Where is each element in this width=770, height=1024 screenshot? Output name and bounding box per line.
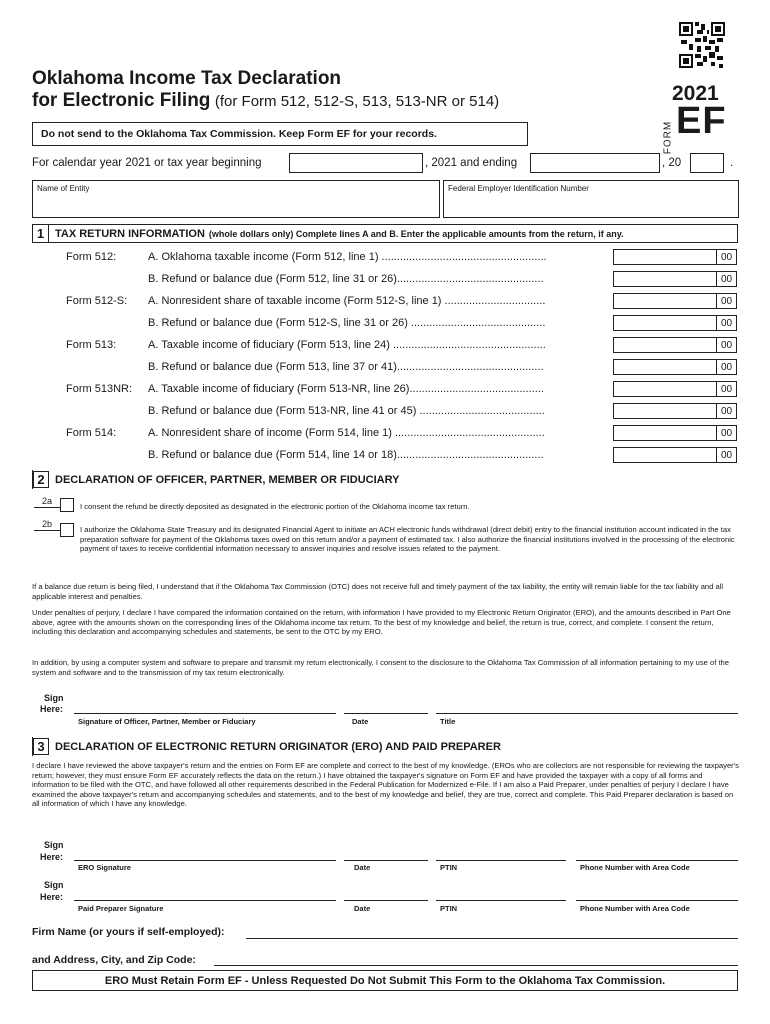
amount-input[interactable] [613,271,737,287]
cents-label: 00 [716,447,736,463]
tax-year-end-input[interactable] [530,153,660,173]
cents-label: 00 [716,337,736,353]
ero-signature-caption: ERO Signature [78,863,131,872]
officer-date-caption: Date [352,717,369,726]
row-line-label: A. Taxable income of fiduciary (Form 513-NR, line 26)............................................ [148,383,544,395]
qr-code-icon [679,22,725,68]
ero-phone-caption: Phone Number with Area Code [580,863,690,872]
fein-field[interactable] [443,180,739,218]
section3-header [32,737,738,756]
tax-year: 2021 [672,82,719,105]
period-lead-label: For calendar year 2021 or tax year beginning [32,157,262,169]
entity-name-label: Name of Entity [37,184,90,193]
fein-label: Federal Employer Identification Number [448,184,589,193]
officer-title-caption: Title [440,717,456,726]
cents-label: 00 [716,293,736,309]
preparer-date-caption: Date [354,904,371,913]
tax-year-end-suffix-input[interactable] [690,153,724,173]
consent-2b-text: I authorize the Oklahoma State Treasury and its designated Financial Agent to initiate an ACH electronic funds withdrawal (direct debit) entry to the financial institution account indicated in the tax preparation software for payment of the Oklahoma taxes owed on this return and/or a payment of estimated tax. I also authorize the financial institutions involved in the processing of the electronic payment of taxes to receive confidential information necessary to answer inquiries and resolve issues related to the payment. [80,525,735,554]
ero-ptin-caption: PTIN [440,863,458,872]
amount-input[interactable] [613,315,737,331]
preparer-here-label: Here: [40,892,64,902]
ero-ptin-line[interactable] [436,860,566,861]
form-title-forms: (for Form 512, 512-S, 513, 513-NR or 514) [214,93,500,110]
ero-here-label: Here: [40,852,64,862]
amount-input[interactable] [613,249,737,265]
amount-input[interactable] [613,359,737,375]
cents-label: 00 [716,403,736,419]
ero-declaration-paragraph: I declare I have reviewed the above taxpayer's return and the entries on Form EF are complete and correct to the best of my knowledge. (EROs who are collectors are not responsible for reviewing the taxpayer's return; however, they must ensure Form EF accurately reflects the data on the return.) I have obtained the taxpayer's signature on Form EF and have provided the taxpayer with a copy of all forms and information to be filed with the OTC, and have followed all other requirements described in the Federal Publication for Modernized e-File. If I am also a Paid Preparer, under penalties of perjury I declare I have examined the above taxpayer's return and accompanying schedules and statements, and to the best of my knowledge and belief, they are true, correct and complete. This Paid Preparer declaration is based on all information of which I have any knowledge. [32,761,739,809]
ero-sign-label: Sign [44,840,64,850]
entity-name-field[interactable] [32,180,440,218]
officer-date-line[interactable] [344,713,428,714]
section1-title: TAX RETURN INFORMATION [55,227,205,240]
cents-label: 00 [716,315,736,331]
ero-phone-line[interactable] [576,860,738,861]
ero-retain-footer: ERO Must Retain Form EF - Unless Requested Do Not Submit This Form to the Oklahoma Tax Commission. [32,970,738,991]
period-dot: . [730,157,734,169]
row-line-label: A. Taxable income of fiduciary (Form 513, line 24) .................................................. [148,339,546,351]
form-title-line1: Oklahoma Income Tax Declaration [32,68,342,89]
row-line-label: B. Refund or balance due (Form 513-NR, line 41 or 45) ......................................... [148,405,545,417]
cents-label: 00 [716,271,736,287]
disclosure-paragraph: In addition, by using a computer system and software to prepare and transmit my return electronically, I consent to the disclosure to the Oklahoma Tax Commission of all information pertaining to my use of the system and software and to the transmission of my tax return electronically. [32,658,729,677]
ach-debit-checkbox[interactable] [60,523,74,537]
preparer-signature-caption: Paid Preparer Signature [78,904,164,913]
row-line-label: B. Refund or balance due (Form 513, line 37 or 41)................................................ [148,361,544,373]
perjury-paragraph: Under penalties of perjury, I declare I have compared the information contained on the return, with information I have provided to my Electronic Return Originator (ERO), and the amounts described in Part One above, agree with the amounts shown on the corresponding lines of the Oklahoma income tax return. To the best of my knowledge and belief, the return is true, correct, and complete. I consent the return, including this declaration and accompanying schedules and statements, be sent to the OTC by my ERO. [32,608,731,637]
form-code: EF [676,100,727,142]
preparer-sign-label: Sign [44,880,64,890]
cents-label: 00 [716,425,736,441]
firm-address-line[interactable] [214,965,738,966]
preparer-ptin-line[interactable] [436,900,566,901]
cents-label: 00 [716,381,736,397]
row-line-label: B. Refund or balance due (Form 514, line 14 or 18)................................................ [148,449,544,461]
direct-deposit-checkbox[interactable] [60,498,74,512]
keep-records-notice: Do not send to the Oklahoma Tax Commission. Keep Form EF for your records. [32,122,528,146]
section2-header [32,470,738,489]
section2-number: 2 [33,471,49,488]
row-form-label: Form 512-S: [66,295,128,307]
section3-title: DECLARATION OF ELECTRONIC RETURN ORIGINATOR (ERO) AND PAID PREPARER [55,740,501,753]
amount-input[interactable] [613,447,737,463]
section1-header [32,224,738,243]
firm-address-label: and Address, City, and Zip Code: [32,954,196,966]
preparer-phone-caption: Phone Number with Area Code [580,904,690,913]
row-line-label: A. Oklahoma taxable income (Form 512, line 1) ...................................................... [148,251,547,263]
label-2a: 2a [42,496,53,506]
officer-title-line[interactable] [436,713,738,714]
preparer-ptin-caption: PTIN [440,904,458,913]
row-line-label: B. Refund or balance due (Form 512-S, line 31 or 26) ............................................ [148,317,546,329]
officer-signature-caption: Signature of Officer, Partner, Member or Fiduciary [78,717,256,726]
row-form-label: Form 512: [66,251,117,263]
amount-input[interactable] [613,293,737,309]
form-word-vertical: FORM [662,120,674,155]
cents-label: 00 [716,249,736,265]
row-line-label: B. Refund or balance due (Form 512, line 31 or 26)................................................ [148,273,544,285]
preparer-phone-line[interactable] [576,900,738,901]
period-end-label: , 20 [662,157,682,169]
row-form-label: Form 513NR: [66,383,133,395]
row-form-label: Form 514: [66,427,117,439]
section2-title: DECLARATION OF OFFICER, PARTNER, MEMBER OR FIDUCIARY [55,473,400,486]
form-title [32,68,592,113]
firm-name-line[interactable] [246,938,738,939]
sign-label: Sign [44,693,64,703]
ero-date-caption: Date [354,863,371,872]
consent-2a-text: I consent the refund be directly deposited as designated in the electronic portion of the Oklahoma income tax return. [80,502,470,511]
row-line-label: A. Nonresident share of taxable income (Form 512-S, line 1) ................................. [148,295,546,307]
preparer-date-line[interactable] [344,900,428,901]
here-label: Here: [40,704,64,714]
tax-year-begin-input[interactable] [289,153,423,173]
balance-due-paragraph: If a balance due return is being filed, I understand that if the Oklahoma Tax Commission (OTC) does not receive full and timely payment of the tax liability, the entity will remain liable for the tax liability and all applicable interest and penalties. [32,582,724,601]
period-mid-label: , 2021 and ending [425,157,518,169]
amount-input[interactable] [613,403,737,419]
amount-input[interactable] [613,425,737,441]
firm-name-label: Firm Name (or yours if self-employed): [32,926,225,938]
label-2b: 2b [42,519,53,529]
form-title-line2: for Electronic Filing [32,90,211,111]
amount-input[interactable] [613,337,737,353]
cents-label: 00 [716,359,736,375]
row-line-label: A. Nonresident share of income (Form 514, line 1) ................................................. [148,427,545,439]
amount-input[interactable] [613,381,737,397]
section1-number: 1 [33,225,49,242]
officer-signature-line[interactable] [74,713,336,714]
ero-signature-line[interactable] [74,860,336,861]
ero-date-line[interactable] [344,860,428,861]
row-form-label: Form 513: [66,339,117,351]
section1-subtitle: (whole dollars only) Complete lines A and B. Enter the applicable amounts from the return, if any. [208,228,624,239]
section3-number: 3 [33,738,49,755]
preparer-signature-line[interactable] [74,900,336,901]
